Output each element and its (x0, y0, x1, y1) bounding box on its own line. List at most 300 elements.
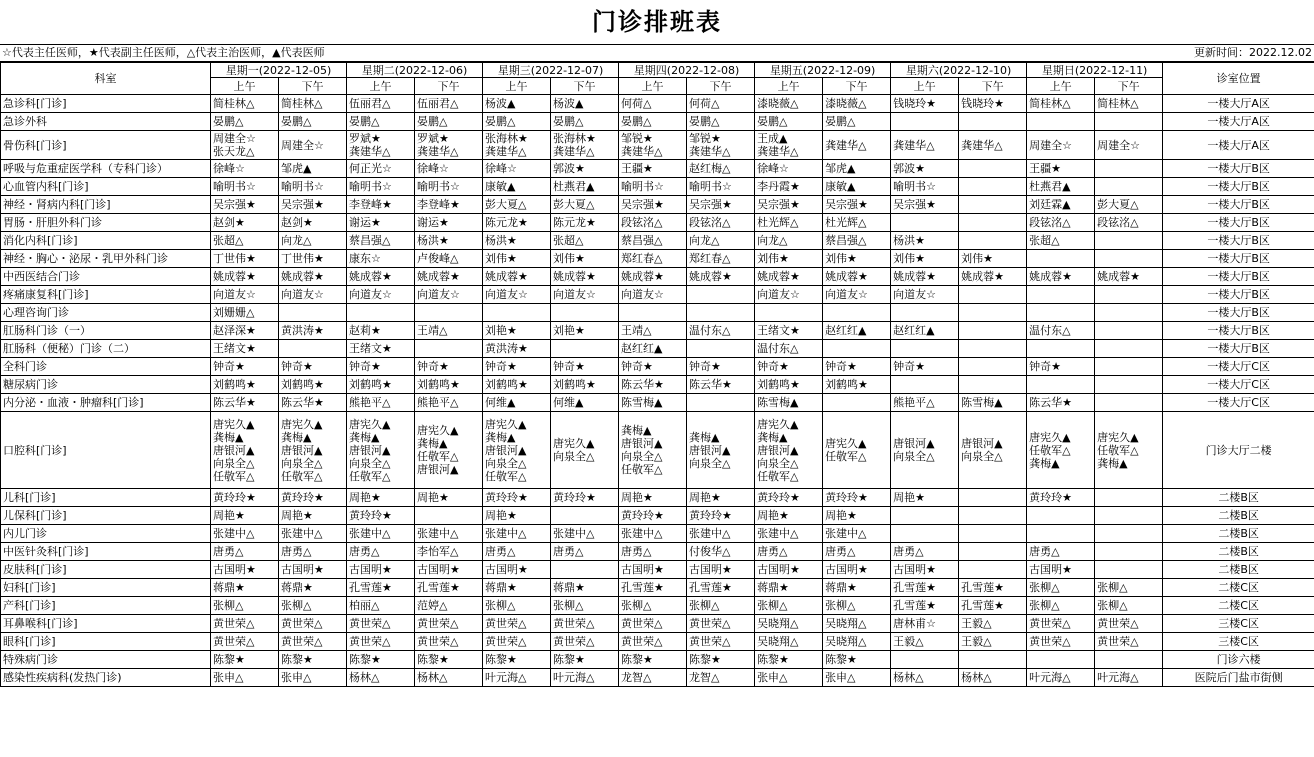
doctor-name: 徐峰☆ (757, 162, 789, 175)
doctor-name: 何正光☆ (349, 162, 392, 175)
doctor-name: 龚梅▲ (213, 430, 244, 444)
doctor-cell (1027, 232, 1095, 250)
doctor-cell (1027, 268, 1095, 286)
dept-cell: 耳鼻喉科[门诊] (1, 615, 211, 633)
doctor-name: 彭大夏△ (553, 198, 595, 211)
doctor-cell (1095, 561, 1163, 579)
doctor-name: 张建中△ (213, 527, 255, 540)
dept-cell: 神经・胸心・泌尿・乳甲外科门诊 (1, 250, 211, 268)
doctor-cell (619, 286, 687, 304)
doctor-name: 黄世荣△ (553, 617, 595, 630)
doctor-cell (347, 358, 415, 376)
table-row (1, 507, 1314, 525)
doctor-name: 孔雪莲★ (961, 581, 1004, 594)
doctor-name: 周艳★ (893, 491, 925, 504)
doctor-cell (687, 394, 755, 412)
doctor-name: 黄世荣△ (553, 635, 595, 648)
doctor-name: 晏鹏△ (825, 115, 856, 128)
doctor-name: 李丹霞★ (757, 180, 800, 193)
doctor-name: 向泉全△ (621, 450, 663, 463)
doctor-name: 付俊华△ (689, 545, 731, 558)
doctor-cell (891, 268, 959, 286)
doctor-name: 钟奇★ (757, 360, 789, 373)
doctor-cell (347, 286, 415, 304)
doctor-cell (891, 651, 959, 669)
doctor-name: 唐勇△ (213, 545, 244, 558)
doctor-name: 孔雪莲★ (893, 599, 936, 612)
doctor-cell (347, 232, 415, 250)
header-pm: 下午 (823, 78, 891, 95)
header-pm: 下午 (687, 78, 755, 95)
doctor-cell (687, 358, 755, 376)
doctor-cell (551, 579, 619, 597)
doctor-cell (823, 232, 891, 250)
doctor-cell (823, 131, 891, 160)
doctor-name: 陈云华★ (1029, 396, 1072, 409)
doctor-cell (211, 394, 279, 412)
doctor-name: 任敬军△ (349, 469, 391, 483)
table-row (1, 412, 1314, 489)
doctor-name: 赵红红▲ (825, 324, 867, 337)
table-row (1, 268, 1314, 286)
doctor-cell (823, 250, 891, 268)
doctor-cell (279, 340, 347, 358)
doctor-name: 姚成蓉★ (417, 270, 460, 283)
doctor-name: 赵泽深★ (213, 324, 256, 337)
doctor-name: 张超△ (553, 234, 584, 247)
doctor-cell (551, 597, 619, 615)
doctor-cell (551, 507, 619, 525)
location-cell: 二楼B区 (1163, 543, 1314, 561)
doctor-cell (347, 304, 415, 322)
doctor-cell (1027, 340, 1095, 358)
doctor-name: 何荷△ (621, 97, 652, 110)
doctor-name: 张建中△ (417, 527, 459, 540)
doctor-cell (755, 525, 823, 543)
doctor-cell (1027, 358, 1095, 376)
doctor-cell (347, 340, 415, 358)
doctor-cell (823, 376, 891, 394)
doctor-cell (687, 232, 755, 250)
doctor-name: 杨林△ (349, 671, 380, 684)
doctor-cell (755, 160, 823, 178)
doctor-cell (347, 651, 415, 669)
updated-time: 更新时间：2022.12.02 (1194, 46, 1312, 59)
doctor-cell (551, 412, 619, 489)
doctor-cell (279, 214, 347, 232)
location-cell: 三楼C区 (1163, 615, 1314, 633)
doctor-name: 龚建华△ (757, 145, 799, 158)
doctor-name: 张建中△ (349, 527, 391, 540)
doctor-name: 唐勇△ (553, 545, 584, 558)
doctor-name: 黄世荣△ (1029, 635, 1071, 648)
doctor-cell (279, 196, 347, 214)
doctor-cell (279, 543, 347, 561)
doctor-cell (687, 376, 755, 394)
doctor-cell (279, 597, 347, 615)
doctor-cell (755, 250, 823, 268)
doctor-name: 谢运★ (417, 216, 449, 229)
doctor-cell (279, 376, 347, 394)
doctor-name: 向泉全△ (961, 450, 1003, 463)
doctor-name: 徐峰☆ (213, 162, 245, 175)
doctor-name: 唐勇△ (485, 545, 516, 558)
doctor-cell (755, 394, 823, 412)
doctor-name: 任敬军△ (1029, 443, 1071, 457)
dept-cell: 中西医结合门诊 (1, 268, 211, 286)
doctor-cell (1027, 525, 1095, 543)
doctor-cell (347, 250, 415, 268)
location-cell: 一楼大厅A区 (1163, 95, 1314, 113)
doctor-cell (347, 597, 415, 615)
doctor-cell (211, 196, 279, 214)
doctor-name: 龚建华△ (485, 145, 527, 158)
doctor-cell (1095, 340, 1163, 358)
doctor-name: 姚成蓉★ (349, 270, 392, 283)
table-row (1, 579, 1314, 597)
doctor-cell (891, 196, 959, 214)
doctor-name: 黄世荣△ (213, 617, 255, 630)
doctor-name: 杨洪★ (417, 234, 449, 247)
doctor-name: 唐银河▲ (689, 443, 731, 457)
doctor-cell (959, 633, 1027, 651)
dept-cell: 胃肠・肝胆外科门诊 (1, 214, 211, 232)
doctor-cell (415, 633, 483, 651)
doctor-name: 蒋鼎★ (213, 581, 245, 594)
table-row (1, 113, 1314, 131)
doctor-name: 吴宗强★ (757, 198, 800, 211)
header-location: 诊室位置 (1163, 63, 1314, 95)
doctor-name: 王靖△ (417, 324, 448, 337)
doctor-name: 向龙△ (689, 234, 720, 247)
doctor-cell (279, 579, 347, 597)
doctor-cell (551, 232, 619, 250)
doctor-name: 姚成蓉★ (961, 270, 1004, 283)
doctor-cell (687, 214, 755, 232)
doctor-name: 喻明书☆ (281, 180, 324, 193)
doctor-cell (823, 304, 891, 322)
doctor-name: 张海林★ (485, 132, 528, 145)
doctor-name: 唐银河▲ (349, 443, 391, 457)
doctor-cell (483, 543, 551, 561)
doctor-name: 向道友☆ (825, 288, 868, 301)
doctor-name: 喻明书☆ (213, 180, 256, 193)
doctor-name: 晏鹏△ (621, 115, 652, 128)
table-row (1, 322, 1314, 340)
doctor-cell (619, 160, 687, 178)
doctor-name: 任敬军△ (825, 450, 867, 463)
doctor-name: 向道友☆ (417, 288, 460, 301)
table-row (1, 669, 1314, 687)
doctor-cell (959, 232, 1027, 250)
doctor-name: 钟奇★ (553, 360, 585, 373)
doctor-cell (211, 95, 279, 113)
doctor-cell (755, 95, 823, 113)
doctor-cell (619, 651, 687, 669)
doctor-name: 陈黎★ (553, 653, 585, 666)
doctor-name: 张申△ (757, 671, 788, 684)
doctor-name: 王毅△ (893, 635, 924, 648)
doctor-cell (959, 250, 1027, 268)
schedule-table (0, 62, 1314, 687)
doctor-cell (211, 543, 279, 561)
doctor-cell (1027, 543, 1095, 561)
doctor-cell (687, 489, 755, 507)
doctor-cell (755, 113, 823, 131)
doctor-cell (1095, 633, 1163, 651)
doctor-cell (551, 178, 619, 196)
doctor-name: 陈云华★ (213, 396, 256, 409)
doctor-name: 唐银河▲ (281, 443, 323, 457)
doctor-cell (959, 322, 1027, 340)
doctor-name: 钟奇★ (689, 360, 721, 373)
doctor-name: 唐银河▲ (485, 443, 527, 457)
doctor-name: 刘姗姗△ (213, 306, 255, 319)
doctor-name: 黄洪涛★ (485, 342, 528, 355)
doctor-name: 熊艳平△ (417, 396, 459, 409)
location-cell: 二楼B区 (1163, 507, 1314, 525)
doctor-name: 古国明★ (825, 563, 868, 576)
doctor-name: 刘鹤鸣★ (349, 378, 392, 391)
doctor-name: 晏鹏△ (417, 115, 448, 128)
doctor-cell (1095, 214, 1163, 232)
doctor-cell (483, 525, 551, 543)
doctor-name: 龚梅▲ (621, 424, 652, 437)
dept-cell: 急诊外科 (1, 113, 211, 131)
doctor-name: 杨林△ (417, 671, 448, 684)
doctor-cell (279, 95, 347, 113)
doctor-name: 张超△ (1029, 234, 1060, 247)
doctor-name: 徐峰☆ (417, 162, 449, 175)
location-cell: 一楼大厅B区 (1163, 196, 1314, 214)
doctor-cell (415, 376, 483, 394)
doctor-cell (483, 561, 551, 579)
doctor-cell (279, 525, 347, 543)
doctor-name: 黄世荣△ (689, 635, 731, 648)
doctor-cell (823, 669, 891, 687)
doctor-name: 张海林★ (553, 132, 596, 145)
doctor-name: 张柳△ (1097, 599, 1128, 612)
dept-cell: 呼吸与危重症医学科（专科门诊） (1, 160, 211, 178)
doctor-cell (279, 322, 347, 340)
doctor-name: 郭波★ (553, 162, 585, 175)
doctor-cell (1027, 113, 1095, 131)
doctor-cell (1027, 322, 1095, 340)
doctor-cell (1027, 250, 1095, 268)
doctor-cell (415, 561, 483, 579)
doctor-cell (687, 412, 755, 489)
doctor-name: 张柳△ (621, 599, 652, 612)
doctor-cell (755, 615, 823, 633)
doctor-cell (823, 489, 891, 507)
doctor-name: 唐宪久▲ (553, 437, 595, 450)
doctor-cell (279, 268, 347, 286)
doctor-cell (959, 304, 1027, 322)
doctor-cell (211, 633, 279, 651)
doctor-cell (1095, 131, 1163, 160)
doctor-cell (1095, 376, 1163, 394)
doctor-cell (483, 669, 551, 687)
doctor-name: 陈黎★ (213, 653, 245, 666)
doctor-name: 杨林△ (961, 671, 992, 684)
doctor-cell (1027, 651, 1095, 669)
doctor-cell (959, 214, 1027, 232)
legend-bar (0, 45, 1314, 62)
doctor-name: 黄玲玲★ (349, 509, 392, 522)
doctor-cell (279, 178, 347, 196)
dept-cell: 儿保科[门诊] (1, 507, 211, 525)
doctor-cell (551, 615, 619, 633)
doctor-cell (1095, 507, 1163, 525)
doctor-cell (279, 250, 347, 268)
doctor-cell (619, 95, 687, 113)
doctor-cell (415, 268, 483, 286)
doctor-cell (415, 178, 483, 196)
doctor-name: 邹锐★ (621, 132, 653, 145)
doctor-name: 何维▲ (553, 396, 584, 409)
doctor-cell (279, 669, 347, 687)
doctor-name: 段铉洺△ (1029, 216, 1071, 229)
doctor-name: 姚成蓉★ (689, 270, 732, 283)
doctor-cell (959, 95, 1027, 113)
doctor-cell (279, 232, 347, 250)
doctor-name: 唐银河▲ (621, 437, 663, 450)
doctor-cell (959, 394, 1027, 412)
doctor-name: 姚成蓉★ (485, 270, 528, 283)
dept-cell: 肛肠科（便秘）门诊（二） (1, 340, 211, 358)
doctor-name: 刘伟★ (485, 252, 517, 265)
doctor-name: 张建中△ (485, 527, 527, 540)
doctor-name: 刘艳★ (553, 324, 585, 337)
doctor-name: 任敬军△ (417, 450, 459, 463)
doctor-name: 卢俊峰△ (417, 252, 459, 265)
doctor-cell (415, 579, 483, 597)
doctor-name: 黄世荣△ (1097, 635, 1139, 648)
doctor-cell (415, 412, 483, 489)
doctor-cell (823, 615, 891, 633)
doctor-name: 向龙△ (281, 234, 312, 247)
doctor-name: 姚成蓉★ (1029, 270, 1072, 283)
doctor-cell (415, 358, 483, 376)
doctor-cell (211, 304, 279, 322)
doctor-name: 向泉全△ (689, 456, 731, 470)
doctor-name: 龚梅▲ (485, 430, 516, 444)
doctor-cell (551, 561, 619, 579)
location-cell: 门诊六楼 (1163, 651, 1314, 669)
doctor-cell (1095, 322, 1163, 340)
dept-cell: 糖尿病门诊 (1, 376, 211, 394)
header-day: 星期一(2022-12-05) (211, 63, 347, 78)
doctor-cell (619, 412, 687, 489)
doctor-cell (279, 160, 347, 178)
doctor-name: 邹虎▲ (281, 162, 312, 175)
doctor-cell (891, 579, 959, 597)
doctor-cell (483, 394, 551, 412)
doctor-cell (1027, 160, 1095, 178)
doctor-name: 温付东△ (1029, 324, 1071, 337)
doctor-name: 唐勇△ (281, 545, 312, 558)
table-row (1, 232, 1314, 250)
doctor-name: 陈黎★ (417, 653, 449, 666)
doctor-cell (1027, 394, 1095, 412)
doctor-name: 杨洪★ (485, 234, 517, 247)
location-cell: 三楼C区 (1163, 633, 1314, 651)
doctor-cell (415, 525, 483, 543)
doctor-cell (551, 160, 619, 178)
doctor-cell (415, 489, 483, 507)
doctor-cell (347, 196, 415, 214)
doctor-name: 温付东△ (757, 342, 799, 355)
doctor-cell (891, 669, 959, 687)
doctor-cell (211, 160, 279, 178)
doctor-cell (959, 651, 1027, 669)
doctor-cell (1027, 214, 1095, 232)
doctor-cell (1095, 412, 1163, 489)
doctor-name: 刘伟★ (825, 252, 857, 265)
doctor-cell (1095, 160, 1163, 178)
dept-cell: 骨伤科[门诊] (1, 131, 211, 160)
doctor-cell (891, 250, 959, 268)
doctor-cell (1095, 597, 1163, 615)
doctor-name: 喻明书☆ (349, 180, 392, 193)
doctor-name: 刘艳★ (485, 324, 517, 337)
doctor-cell (959, 412, 1027, 489)
doctor-name: 龙智△ (689, 671, 720, 684)
doctor-name: 孔雪莲★ (621, 581, 664, 594)
doctor-cell (279, 615, 347, 633)
doctor-cell (619, 597, 687, 615)
doctor-cell (415, 286, 483, 304)
doctor-cell (619, 113, 687, 131)
doctor-cell (551, 525, 619, 543)
doctor-name: 郑红春△ (689, 252, 731, 265)
doctor-cell (551, 358, 619, 376)
doctor-cell (687, 196, 755, 214)
doctor-cell (1027, 615, 1095, 633)
doctor-cell (959, 131, 1027, 160)
doctor-name: 唐宪久▲ (485, 417, 527, 431)
table-row (1, 214, 1314, 232)
doctor-cell (687, 561, 755, 579)
doctor-name: 黄玲玲★ (757, 491, 800, 504)
table-row (1, 376, 1314, 394)
doctor-cell (891, 113, 959, 131)
doctor-name: 刘廷霖▲ (1029, 198, 1071, 211)
doctor-cell (1095, 286, 1163, 304)
doctor-name: 王绪文★ (213, 342, 256, 355)
location-cell: 一楼大厅B区 (1163, 214, 1314, 232)
doctor-cell (755, 214, 823, 232)
header-am: 上午 (347, 78, 415, 95)
doctor-cell (347, 633, 415, 651)
doctor-name: 晏鹏△ (689, 115, 720, 128)
doctor-cell (551, 113, 619, 131)
doctor-cell (483, 304, 551, 322)
doctor-cell (619, 268, 687, 286)
doctor-name: 周艳★ (621, 491, 653, 504)
location-cell: 一楼大厅B区 (1163, 250, 1314, 268)
doctor-cell (823, 507, 891, 525)
header-pm: 下午 (551, 78, 619, 95)
dept-cell: 口腔科[门诊] (1, 412, 211, 489)
doctor-cell (211, 651, 279, 669)
doctor-cell (551, 340, 619, 358)
doctor-name: 陈雪梅▲ (621, 396, 663, 409)
header-day: 星期五(2022-12-09) (755, 63, 891, 78)
doctor-name: 张建中△ (281, 527, 323, 540)
doctor-cell (891, 597, 959, 615)
doctor-cell (891, 412, 959, 489)
